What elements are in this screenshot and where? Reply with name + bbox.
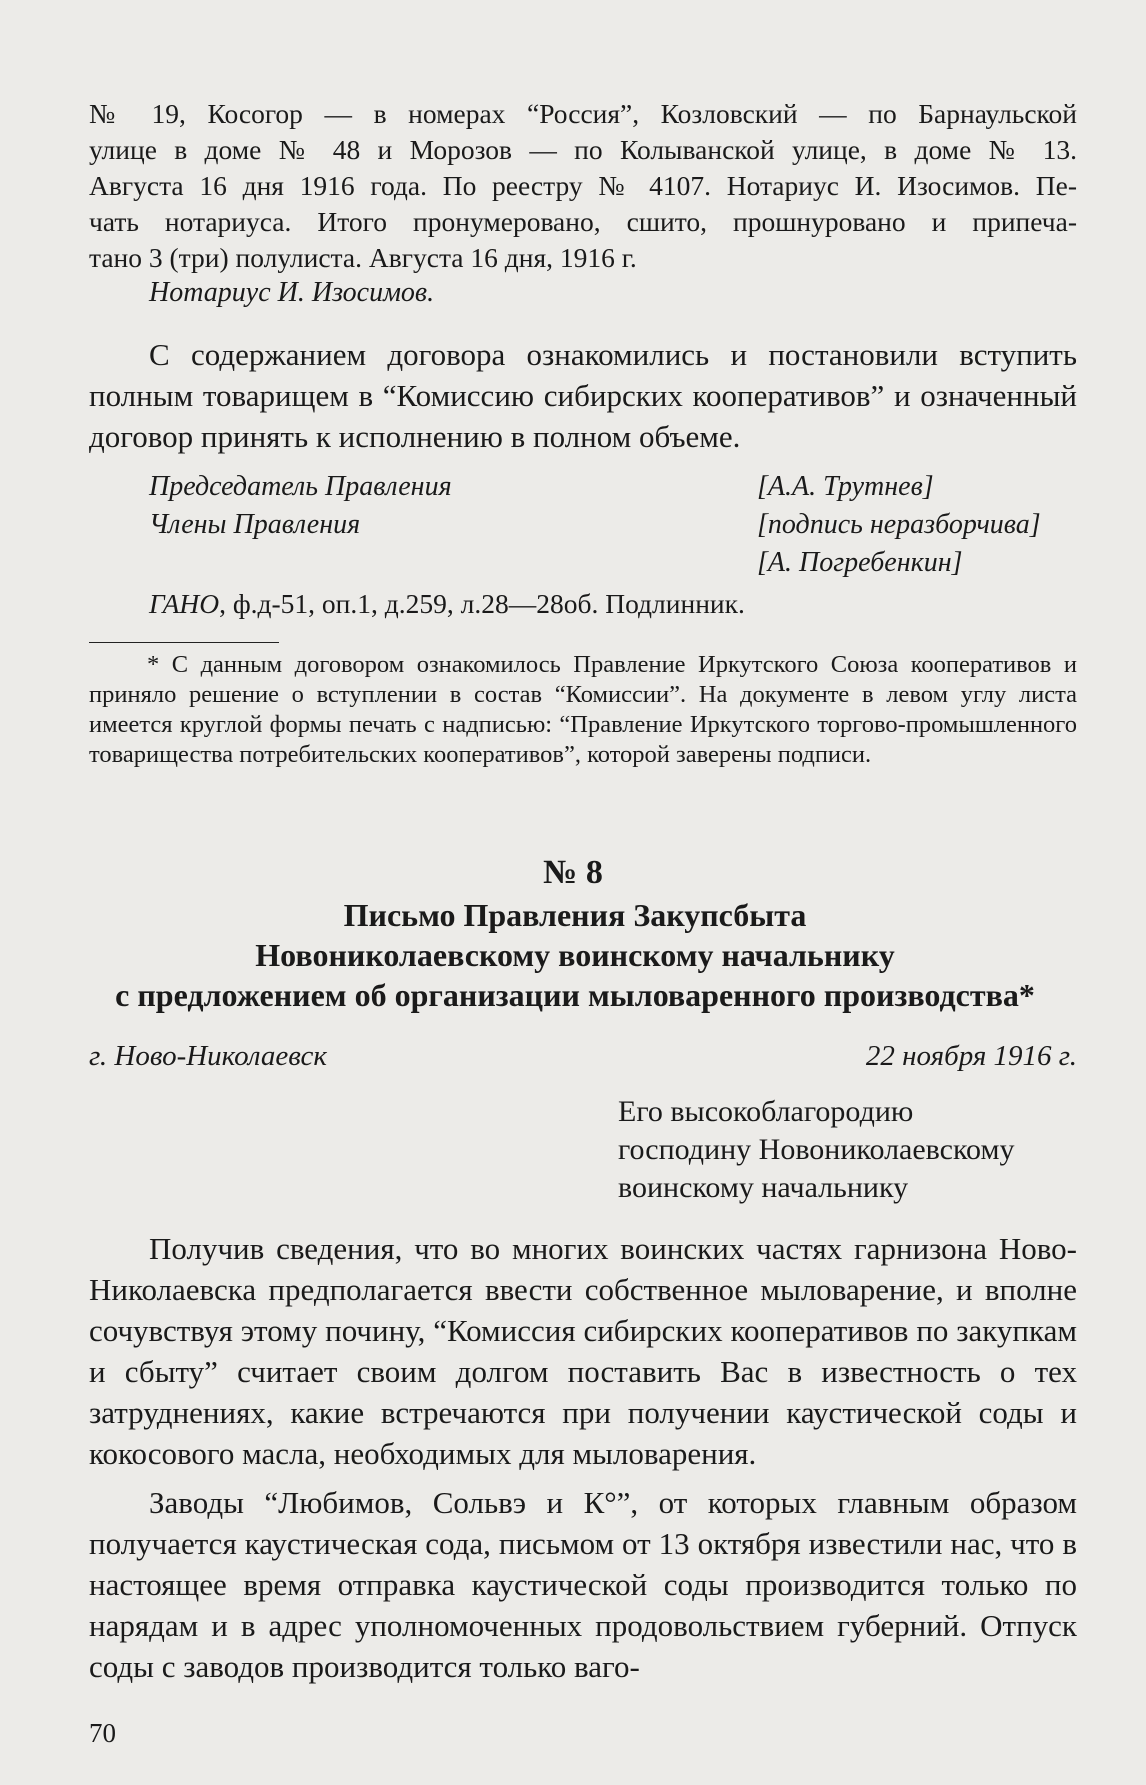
addressee [618, 1093, 1014, 1207]
page-number: 70 [89, 1718, 116, 1748]
archive-reference: , ф.д-51, оп.1, д.259, л.28—28об. Подлинник. [219, 588, 745, 619]
archive-source [89, 588, 1137, 620]
signature-name: [подпись неразборчива] [757, 509, 1041, 540]
signature-role: Председатель Правления [149, 471, 452, 502]
footnote: * С данным договором ознакомилось Правление Иркутского Союза кооперативов и приняло решение о вступлении в состав “Комиссии”. На документе в левом углу листа имеется круглой формы печать с надписью: “Правление Иркутского торгово-промышленного товарищества потребительских кооперативов”, которой заверены подписи. [89, 651, 1077, 768]
addressee-line: воинскому начальнику [618, 1171, 909, 1204]
text-line: Августа 16 дня 1916 года. По реестру № 4107. Нотариус И. Изосимов. Пе- [89, 170, 1077, 201]
body-paragraph: Заводы “Любимов, Сольвэ и К°”, от которых главным образом получается каустическая сода, письмом от 13 октября известили нас, что в настоящее время отправка каустической соды производится только по нарядам и в адрес уполномоченных продовольствием губерний. Отпуск соды с заводов производится только ваго- [89, 1485, 1077, 1684]
title-line: Письмо Правления Закупсбыта [343, 897, 807, 933]
document-date: 22 ноября 1916 г. [865, 1040, 1077, 1072]
title-line: Новониколаевскому воинскому начальнику [255, 937, 895, 973]
intro-paragraph [89, 96, 1077, 276]
notary-signature: Нотариус И. Изосимов. [149, 277, 435, 308]
text-line: тано 3 (три) полулиста. Августа 16 дня, 1916 г. [89, 242, 637, 273]
footnote-divider [89, 642, 279, 643]
text-line: чать нотариуса. Итого пронумеровано, сшито, прошнуровано и припеча- [89, 206, 1077, 237]
text-line: улице в доме № 48 и Морозов — по Колыванской улице, в доме № 13. [89, 134, 1077, 165]
addressee-line: господину Новониколаевскому [618, 1133, 1015, 1166]
document-title [60, 895, 1090, 1015]
document-number: № 8 [543, 854, 603, 891]
signature-name: [А. Погребенкин] [757, 547, 963, 578]
addressee-line: Его высокоблагородию [618, 1095, 914, 1128]
letter-body [89, 1228, 1077, 1695]
body-paragraph: Получив сведения, что во многих воинских частях гарнизона Ново-Николаевска предполагается ввести собственное мыловарение, и вполне сочувствуя этому почину, “Комиссия сибирских кооперативов по закупкам и сбыту” считает своим долгом поставить Вас в известность о тех затруднениях, какие встречаются при получении каустической соды и кокосового масла, необходимых для мыловарения. [89, 1231, 1077, 1471]
archive-name: ГАНО [149, 588, 220, 619]
signature-name: [А.А. Трутнев] [757, 471, 934, 502]
resolution-paragraph: С содержанием договора ознакомились и постановили вступить полным товарищем в “Комиссию сибирских кооперативов” и означенный договор принять к исполнению в полном объеме. [89, 337, 1077, 454]
signature-role: Члены Правления [149, 509, 361, 540]
title-line: с предложением об организации мыловаренного производства* [115, 977, 1035, 1013]
text-line: № 19, Косогор — в номерах “Россия”, Козловский — по Барнаульской [89, 98, 1077, 129]
document-place: г. Ново-Николаевск [89, 1040, 327, 1072]
